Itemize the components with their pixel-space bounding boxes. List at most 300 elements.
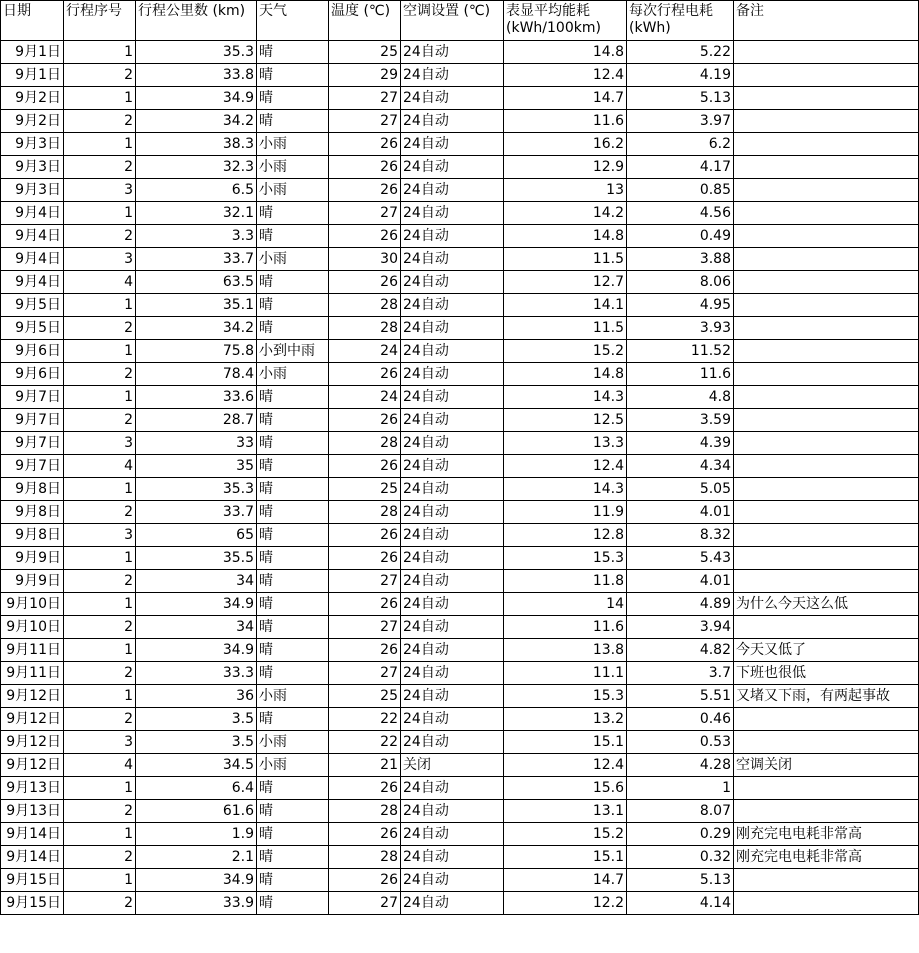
header-trip-number: 行程序号 xyxy=(64,1,136,41)
cell-distance: 36 xyxy=(136,685,257,708)
cell-trip-number: 2 xyxy=(64,363,136,386)
cell-notes xyxy=(734,271,919,294)
cell-notes: 下班也很低 xyxy=(734,662,919,685)
cell-ac-setting: 24自动 xyxy=(401,133,504,156)
cell-trip-number: 2 xyxy=(64,409,136,432)
cell-temperature: 25 xyxy=(329,41,401,64)
table-row xyxy=(1,869,919,892)
cell-ac-setting: 24自动 xyxy=(401,294,504,317)
cell-weather: 小雨 xyxy=(257,179,329,202)
cell-trip-number: 2 xyxy=(64,317,136,340)
cell-ac-setting: 24自动 xyxy=(401,64,504,87)
cell-ac-setting: 24自动 xyxy=(401,41,504,64)
table-row xyxy=(1,87,919,110)
cell-notes xyxy=(734,156,919,179)
cell-avg-consumption: 12.8 xyxy=(504,524,627,547)
cell-trip-number: 1 xyxy=(64,823,136,846)
cell-distance: 32.3 xyxy=(136,156,257,179)
table-row xyxy=(1,846,919,869)
cell-trip-energy: 4.19 xyxy=(627,64,734,87)
cell-weather: 小雨 xyxy=(257,754,329,777)
cell-distance: 63.5 xyxy=(136,271,257,294)
cell-temperature: 24 xyxy=(329,386,401,409)
cell-distance: 33.3 xyxy=(136,662,257,685)
cell-avg-consumption: 12.5 xyxy=(504,409,627,432)
cell-date: 9月5日 xyxy=(1,294,64,317)
cell-temperature: 27 xyxy=(329,87,401,110)
cell-trip-energy: 5.51 xyxy=(627,685,734,708)
cell-distance: 35.1 xyxy=(136,294,257,317)
cell-weather: 小到中雨 xyxy=(257,340,329,363)
cell-notes: 又堵又下雨，有两起事故 xyxy=(734,685,919,708)
cell-notes xyxy=(734,409,919,432)
header-temperature: 温度 (℃) xyxy=(329,1,401,41)
table-row xyxy=(1,662,919,685)
cell-distance: 34.9 xyxy=(136,869,257,892)
cell-ac-setting: 24自动 xyxy=(401,225,504,248)
table-row xyxy=(1,110,919,133)
table-row xyxy=(1,800,919,823)
cell-trip-number: 1 xyxy=(64,133,136,156)
cell-weather: 晴 xyxy=(257,478,329,501)
cell-temperature: 24 xyxy=(329,340,401,363)
cell-weather: 晴 xyxy=(257,593,329,616)
cell-temperature: 25 xyxy=(329,685,401,708)
table-row xyxy=(1,777,919,800)
cell-trip-number: 1 xyxy=(64,685,136,708)
cell-trip-number: 2 xyxy=(64,64,136,87)
table-row xyxy=(1,294,919,317)
cell-trip-energy: 5.05 xyxy=(627,478,734,501)
cell-trip-number: 4 xyxy=(64,754,136,777)
cell-trip-number: 1 xyxy=(64,869,136,892)
cell-distance: 33.9 xyxy=(136,892,257,915)
cell-weather: 晴 xyxy=(257,708,329,731)
cell-trip-energy: 0.32 xyxy=(627,846,734,869)
cell-avg-consumption: 14.3 xyxy=(504,478,627,501)
cell-avg-consumption: 11.5 xyxy=(504,248,627,271)
cell-distance: 33 xyxy=(136,432,257,455)
table-row xyxy=(1,892,919,915)
cell-temperature: 30 xyxy=(329,248,401,271)
cell-temperature: 28 xyxy=(329,317,401,340)
cell-weather: 晴 xyxy=(257,616,329,639)
cell-trip-number: 1 xyxy=(64,777,136,800)
cell-trip-number: 2 xyxy=(64,708,136,731)
cell-weather: 晴 xyxy=(257,800,329,823)
cell-date: 9月14日 xyxy=(1,846,64,869)
cell-trip-energy: 8.06 xyxy=(627,271,734,294)
cell-notes xyxy=(734,87,919,110)
cell-avg-consumption: 15.2 xyxy=(504,823,627,846)
cell-trip-energy: 5.13 xyxy=(627,87,734,110)
cell-date: 9月2日 xyxy=(1,110,64,133)
cell-ac-setting: 24自动 xyxy=(401,616,504,639)
cell-distance: 35.5 xyxy=(136,547,257,570)
cell-avg-consumption: 14.2 xyxy=(504,202,627,225)
cell-temperature: 27 xyxy=(329,570,401,593)
cell-weather: 晴 xyxy=(257,777,329,800)
header-weather: 天气 xyxy=(257,1,329,41)
cell-weather: 晴 xyxy=(257,501,329,524)
cell-notes xyxy=(734,179,919,202)
cell-distance: 3.5 xyxy=(136,731,257,754)
cell-temperature: 26 xyxy=(329,547,401,570)
cell-avg-consumption: 15.1 xyxy=(504,731,627,754)
cell-trip-energy: 3.59 xyxy=(627,409,734,432)
cell-trip-energy: 4.01 xyxy=(627,570,734,593)
table-row xyxy=(1,754,919,777)
cell-trip-energy: 5.43 xyxy=(627,547,734,570)
cell-date: 9月15日 xyxy=(1,869,64,892)
cell-trip-energy: 1 xyxy=(627,777,734,800)
cell-ac-setting: 24自动 xyxy=(401,547,504,570)
table-row xyxy=(1,409,919,432)
table-row xyxy=(1,547,919,570)
cell-trip-number: 2 xyxy=(64,501,136,524)
cell-trip-number: 1 xyxy=(64,478,136,501)
cell-weather: 晴 xyxy=(257,869,329,892)
cell-temperature: 26 xyxy=(329,593,401,616)
table-row xyxy=(1,501,919,524)
cell-date: 9月5日 xyxy=(1,317,64,340)
cell-notes xyxy=(734,800,919,823)
cell-avg-consumption: 12.9 xyxy=(504,156,627,179)
cell-notes xyxy=(734,478,919,501)
cell-ac-setting: 24自动 xyxy=(401,386,504,409)
cell-notes xyxy=(734,501,919,524)
cell-date: 9月8日 xyxy=(1,478,64,501)
cell-avg-consumption: 14.1 xyxy=(504,294,627,317)
cell-date: 9月1日 xyxy=(1,41,64,64)
cell-avg-consumption: 13.8 xyxy=(504,639,627,662)
cell-notes: 刚充完电电耗非常高 xyxy=(734,846,919,869)
cell-distance: 34.2 xyxy=(136,110,257,133)
cell-ac-setting: 24自动 xyxy=(401,777,504,800)
cell-temperature: 28 xyxy=(329,294,401,317)
cell-notes: 刚充完电电耗非常高 xyxy=(734,823,919,846)
cell-trip-energy: 4.56 xyxy=(627,202,734,225)
cell-temperature: 22 xyxy=(329,731,401,754)
cell-distance: 34.5 xyxy=(136,754,257,777)
cell-distance: 35 xyxy=(136,455,257,478)
cell-notes xyxy=(734,432,919,455)
table-row xyxy=(1,685,919,708)
cell-date: 9月10日 xyxy=(1,593,64,616)
table-row xyxy=(1,225,919,248)
cell-avg-consumption: 12.4 xyxy=(504,64,627,87)
cell-trip-number: 2 xyxy=(64,892,136,915)
cell-date: 9月10日 xyxy=(1,616,64,639)
cell-avg-consumption: 12.7 xyxy=(504,271,627,294)
cell-ac-setting: 关闭 xyxy=(401,754,504,777)
cell-trip-number: 2 xyxy=(64,616,136,639)
table-row xyxy=(1,455,919,478)
cell-date: 9月3日 xyxy=(1,133,64,156)
cell-ac-setting: 24自动 xyxy=(401,432,504,455)
cell-weather: 晴 xyxy=(257,846,329,869)
cell-notes xyxy=(734,570,919,593)
cell-weather: 晴 xyxy=(257,87,329,110)
cell-ac-setting: 24自动 xyxy=(401,846,504,869)
cell-date: 9月8日 xyxy=(1,524,64,547)
cell-notes xyxy=(734,547,919,570)
cell-notes: 今天又低了 xyxy=(734,639,919,662)
cell-avg-consumption: 14.7 xyxy=(504,87,627,110)
cell-date: 9月11日 xyxy=(1,662,64,685)
cell-trip-number: 3 xyxy=(64,432,136,455)
table-row xyxy=(1,156,919,179)
cell-ac-setting: 24自动 xyxy=(401,317,504,340)
cell-temperature: 26 xyxy=(329,225,401,248)
cell-temperature: 22 xyxy=(329,708,401,731)
cell-ac-setting: 24自动 xyxy=(401,731,504,754)
cell-avg-consumption: 14 xyxy=(504,593,627,616)
table-row xyxy=(1,179,919,202)
cell-trip-number: 2 xyxy=(64,570,136,593)
cell-temperature: 27 xyxy=(329,662,401,685)
table-row xyxy=(1,616,919,639)
cell-notes xyxy=(734,363,919,386)
cell-ac-setting: 24自动 xyxy=(401,892,504,915)
cell-ac-setting: 24自动 xyxy=(401,87,504,110)
cell-trip-number: 1 xyxy=(64,547,136,570)
cell-weather: 晴 xyxy=(257,64,329,87)
cell-trip-number: 2 xyxy=(64,846,136,869)
cell-trip-number: 3 xyxy=(64,248,136,271)
table-row xyxy=(1,570,919,593)
cell-weather: 晴 xyxy=(257,547,329,570)
cell-avg-consumption: 11.5 xyxy=(504,317,627,340)
table-row xyxy=(1,41,919,64)
cell-weather: 晴 xyxy=(257,570,329,593)
cell-temperature: 27 xyxy=(329,202,401,225)
cell-notes xyxy=(734,202,919,225)
cell-ac-setting: 24自动 xyxy=(401,340,504,363)
cell-weather: 晴 xyxy=(257,455,329,478)
cell-notes xyxy=(734,455,919,478)
cell-trip-number: 2 xyxy=(64,662,136,685)
cell-distance: 1.9 xyxy=(136,823,257,846)
cell-date: 9月9日 xyxy=(1,570,64,593)
cell-distance: 35.3 xyxy=(136,478,257,501)
header-trip-energy: 每次行程电耗 (kWh) xyxy=(627,1,734,41)
cell-trip-energy: 4.14 xyxy=(627,892,734,915)
cell-temperature: 26 xyxy=(329,639,401,662)
cell-date: 9月7日 xyxy=(1,386,64,409)
cell-trip-number: 1 xyxy=(64,294,136,317)
cell-weather: 晴 xyxy=(257,409,329,432)
cell-notes xyxy=(734,340,919,363)
cell-weather: 小雨 xyxy=(257,685,329,708)
cell-avg-consumption: 14.8 xyxy=(504,363,627,386)
cell-ac-setting: 24自动 xyxy=(401,639,504,662)
cell-notes xyxy=(734,731,919,754)
cell-temperature: 29 xyxy=(329,64,401,87)
header-row xyxy=(1,1,919,41)
cell-avg-consumption: 14.3 xyxy=(504,386,627,409)
cell-avg-consumption: 13.2 xyxy=(504,708,627,731)
cell-avg-consumption: 15.3 xyxy=(504,685,627,708)
cell-weather: 晴 xyxy=(257,662,329,685)
cell-trip-energy: 3.93 xyxy=(627,317,734,340)
cell-distance: 34 xyxy=(136,616,257,639)
cell-trip-number: 2 xyxy=(64,800,136,823)
cell-distance: 35.3 xyxy=(136,41,257,64)
cell-temperature: 28 xyxy=(329,501,401,524)
cell-ac-setting: 24自动 xyxy=(401,708,504,731)
cell-distance: 33.7 xyxy=(136,248,257,271)
header-distance: 行程公里数 (km) xyxy=(136,1,257,41)
cell-date: 9月4日 xyxy=(1,225,64,248)
cell-ac-setting: 24自动 xyxy=(401,593,504,616)
cell-ac-setting: 24自动 xyxy=(401,478,504,501)
cell-distance: 33.6 xyxy=(136,386,257,409)
cell-trip-number: 1 xyxy=(64,340,136,363)
cell-date: 9月4日 xyxy=(1,202,64,225)
cell-weather: 小雨 xyxy=(257,248,329,271)
cell-notes xyxy=(734,777,919,800)
header-avg-consumption: 表显平均能耗 (kWh/100km) xyxy=(504,1,627,41)
table-row xyxy=(1,202,919,225)
cell-avg-consumption: 12.2 xyxy=(504,892,627,915)
cell-weather: 晴 xyxy=(257,225,329,248)
cell-avg-consumption: 14.8 xyxy=(504,225,627,248)
table-row xyxy=(1,708,919,731)
cell-trip-energy: 4.17 xyxy=(627,156,734,179)
cell-temperature: 28 xyxy=(329,846,401,869)
cell-ac-setting: 24自动 xyxy=(401,409,504,432)
cell-distance: 32.1 xyxy=(136,202,257,225)
cell-distance: 33.8 xyxy=(136,64,257,87)
cell-notes xyxy=(734,225,919,248)
header-ac-setting: 空调设置 (℃) xyxy=(401,1,504,41)
cell-ac-setting: 24自动 xyxy=(401,823,504,846)
cell-distance: 34 xyxy=(136,570,257,593)
cell-avg-consumption: 12.4 xyxy=(504,754,627,777)
cell-trip-energy: 3.97 xyxy=(627,110,734,133)
cell-weather: 晴 xyxy=(257,524,329,547)
cell-trip-energy: 4.82 xyxy=(627,639,734,662)
cell-trip-energy: 3.94 xyxy=(627,616,734,639)
cell-date: 9月6日 xyxy=(1,363,64,386)
cell-trip-energy: 0.29 xyxy=(627,823,734,846)
cell-avg-consumption: 11.6 xyxy=(504,110,627,133)
cell-temperature: 25 xyxy=(329,478,401,501)
table-row xyxy=(1,593,919,616)
cell-ac-setting: 24自动 xyxy=(401,570,504,593)
cell-weather: 小雨 xyxy=(257,156,329,179)
cell-distance: 3.5 xyxy=(136,708,257,731)
cell-temperature: 28 xyxy=(329,432,401,455)
cell-weather: 晴 xyxy=(257,892,329,915)
cell-trip-energy: 0.49 xyxy=(627,225,734,248)
cell-trip-energy: 11.6 xyxy=(627,363,734,386)
cell-trip-energy: 0.46 xyxy=(627,708,734,731)
cell-ac-setting: 24自动 xyxy=(401,662,504,685)
cell-trip-number: 2 xyxy=(64,110,136,133)
cell-date: 9月12日 xyxy=(1,731,64,754)
cell-avg-consumption: 11.1 xyxy=(504,662,627,685)
cell-avg-consumption: 15.2 xyxy=(504,340,627,363)
cell-notes xyxy=(734,64,919,87)
cell-date: 9月14日 xyxy=(1,823,64,846)
cell-trip-number: 3 xyxy=(64,731,136,754)
cell-trip-number: 1 xyxy=(64,87,136,110)
cell-notes xyxy=(734,892,919,915)
table-row xyxy=(1,363,919,386)
cell-distance: 34.9 xyxy=(136,593,257,616)
cell-distance: 33.7 xyxy=(136,501,257,524)
cell-notes xyxy=(734,294,919,317)
cell-distance: 28.7 xyxy=(136,409,257,432)
table-body xyxy=(1,41,919,915)
cell-ac-setting: 24自动 xyxy=(401,869,504,892)
cell-distance: 3.3 xyxy=(136,225,257,248)
cell-notes: 为什么今天这么低 xyxy=(734,593,919,616)
cell-distance: 2.1 xyxy=(136,846,257,869)
cell-distance: 61.6 xyxy=(136,800,257,823)
cell-avg-consumption: 15.1 xyxy=(504,846,627,869)
cell-ac-setting: 24自动 xyxy=(401,455,504,478)
cell-notes xyxy=(734,317,919,340)
cell-date: 9月8日 xyxy=(1,501,64,524)
cell-trip-energy: 11.52 xyxy=(627,340,734,363)
cell-ac-setting: 24自动 xyxy=(401,524,504,547)
cell-distance: 65 xyxy=(136,524,257,547)
cell-notes xyxy=(734,248,919,271)
cell-distance: 34.2 xyxy=(136,317,257,340)
cell-trip-energy: 5.13 xyxy=(627,869,734,892)
cell-trip-energy: 0.53 xyxy=(627,731,734,754)
cell-temperature: 26 xyxy=(329,179,401,202)
cell-trip-energy: 4.01 xyxy=(627,501,734,524)
cell-avg-consumption: 13.1 xyxy=(504,800,627,823)
cell-weather: 晴 xyxy=(257,41,329,64)
cell-date: 9月1日 xyxy=(1,64,64,87)
cell-trip-energy: 6.2 xyxy=(627,133,734,156)
table-row xyxy=(1,340,919,363)
cell-temperature: 26 xyxy=(329,524,401,547)
cell-date: 9月7日 xyxy=(1,432,64,455)
cell-date: 9月3日 xyxy=(1,156,64,179)
cell-distance: 75.8 xyxy=(136,340,257,363)
cell-date: 9月4日 xyxy=(1,271,64,294)
cell-notes xyxy=(734,110,919,133)
cell-distance: 6.5 xyxy=(136,179,257,202)
cell-ac-setting: 24自动 xyxy=(401,179,504,202)
cell-notes xyxy=(734,616,919,639)
cell-trip-energy: 4.8 xyxy=(627,386,734,409)
cell-trip-number: 3 xyxy=(64,524,136,547)
cell-temperature: 27 xyxy=(329,616,401,639)
cell-date: 9月13日 xyxy=(1,800,64,823)
cell-distance: 34.9 xyxy=(136,639,257,662)
cell-weather: 晴 xyxy=(257,202,329,225)
cell-temperature: 26 xyxy=(329,156,401,179)
cell-ac-setting: 24自动 xyxy=(401,800,504,823)
cell-trip-energy: 4.89 xyxy=(627,593,734,616)
cell-notes xyxy=(734,133,919,156)
cell-date: 9月13日 xyxy=(1,777,64,800)
cell-temperature: 27 xyxy=(329,892,401,915)
cell-date: 9月6日 xyxy=(1,340,64,363)
cell-ac-setting: 24自动 xyxy=(401,156,504,179)
cell-trip-number: 4 xyxy=(64,455,136,478)
cell-date: 9月7日 xyxy=(1,409,64,432)
cell-ac-setting: 24自动 xyxy=(401,248,504,271)
cell-temperature: 21 xyxy=(329,754,401,777)
